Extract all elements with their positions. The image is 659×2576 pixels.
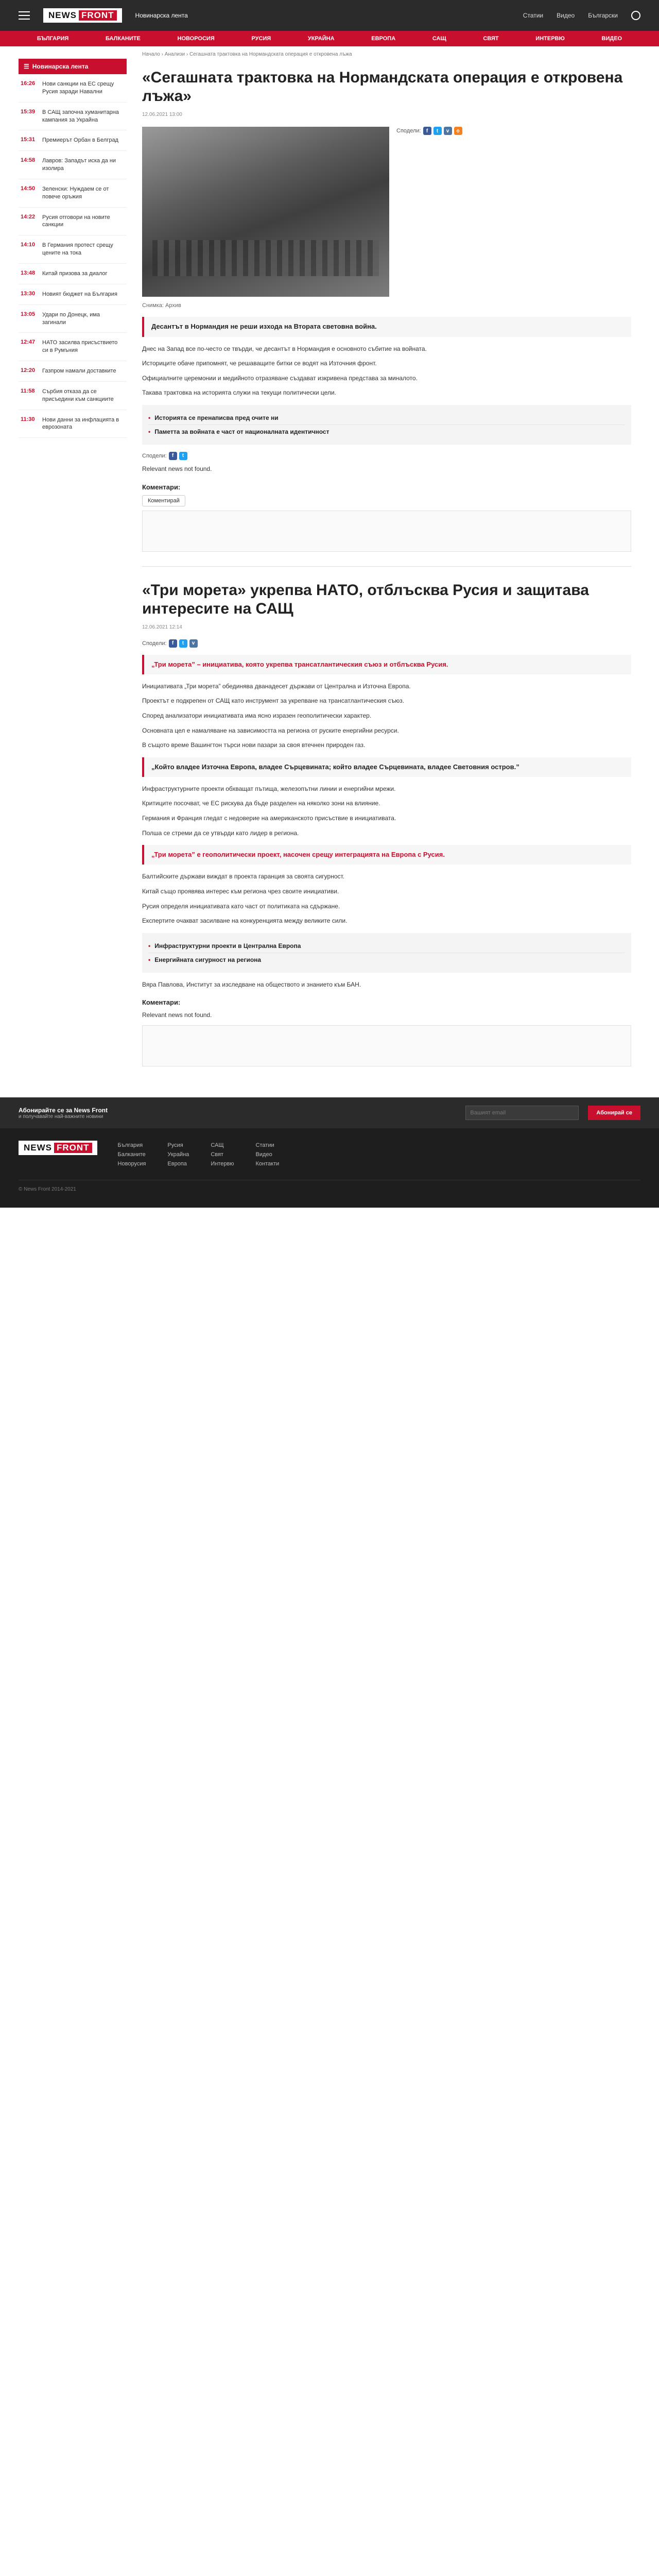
sidebar-news-text: Нови данни за инфлацията в еврозоната xyxy=(42,416,119,431)
language-select[interactable]: Български xyxy=(588,12,618,19)
footer-link[interactable]: Свят xyxy=(211,1151,223,1158)
sidebar-news-item[interactable] xyxy=(19,235,127,264)
facebook-icon[interactable]: f xyxy=(169,452,177,460)
footer-link[interactable]: Контакти xyxy=(255,1161,280,1167)
bullet-icon: • xyxy=(148,428,151,435)
relevant-news-empty: Relevant news not found. xyxy=(142,465,212,472)
sidebar-news-time: 11:58 xyxy=(21,387,35,394)
sidebar-news-item[interactable] xyxy=(19,74,127,103)
sidebar-title: Новинарска лента xyxy=(32,63,89,70)
bullet-icon: • xyxy=(148,956,151,963)
top-bar xyxy=(0,0,659,31)
footer-link[interactable]: Русия xyxy=(167,1142,183,1149)
related-title: Енергийната сигурност на региона xyxy=(154,956,262,963)
article-date: 12.06.2021 13:00 xyxy=(142,112,182,117)
subscribe-bar xyxy=(0,1097,659,1128)
site-logo[interactable] xyxy=(43,8,122,23)
related-title: Паметта за войната е част от националната идентичност xyxy=(154,428,330,435)
article-title-2: «Три морета» укрепва НАТО, отблъсква Русия и защитава интересите на САЩ xyxy=(142,581,589,617)
related-title: Инфраструктурни проекти в Централна Европа xyxy=(154,942,301,950)
sidebar-news-item[interactable] xyxy=(19,284,127,305)
paragraph: Експертите очакват засилване на конкуренцията между великите сили. xyxy=(142,917,348,925)
share-row-bottom xyxy=(142,452,631,460)
footer-column xyxy=(211,1141,234,1168)
twitter-icon[interactable]: t xyxy=(179,452,187,460)
sidebar-news-time: 15:39 xyxy=(21,108,36,115)
related-link[interactable] xyxy=(148,425,625,438)
paragraph: Полша се стреми да се утвърди като лидер в региона. xyxy=(142,829,299,837)
sidebar-news-item[interactable] xyxy=(19,333,127,361)
footer-link[interactable]: Украйна xyxy=(167,1151,189,1158)
articles-link[interactable]: Статии xyxy=(523,12,544,19)
article2-quote-2: „Три морета” е геополитически проект, насочен срещу интеграцията на Европа с Русия. xyxy=(142,845,631,865)
sidebar-news-text: НАТО засилва присъствието си в Румъния xyxy=(42,340,118,354)
search-icon[interactable] xyxy=(631,11,640,20)
subscribe-title: Абонирайте се за News Front xyxy=(19,1106,108,1114)
relevant-news-empty-2: Relevant news not found. xyxy=(142,1011,212,1019)
sidebar-news-item[interactable] xyxy=(19,382,127,410)
logo-text: NEWS xyxy=(48,10,77,20)
news-feed-sidebar xyxy=(19,46,127,1077)
related-articles xyxy=(142,405,631,445)
paragraph: Балтийските държави виждат в проекта гаранция за своята сигурност. xyxy=(142,873,345,880)
video-link[interactable]: Видео xyxy=(557,12,575,19)
share-label: Сподели: xyxy=(396,128,421,134)
nav-item-bulgaria[interactable]: БЪЛГАРИЯ xyxy=(37,36,69,42)
ok-icon[interactable]: o xyxy=(454,127,462,135)
article-quote: Десантът в Нормандия не реши изхода на Втората световна война. xyxy=(142,317,631,336)
share-row xyxy=(396,127,631,135)
sidebar-news-text: Лавров: Западът иска да ни изолира xyxy=(42,158,116,172)
facebook-icon[interactable]: f xyxy=(423,127,431,135)
sidebar-news-time: 16:26 xyxy=(21,80,36,87)
related-link[interactable] xyxy=(148,411,625,425)
paragraph: Такава трактовка на историята служи на текущи политически цели. xyxy=(142,389,336,397)
footer-columns xyxy=(118,1141,640,1168)
sidebar-news-item[interactable] xyxy=(19,179,127,208)
article-divider xyxy=(142,566,631,567)
vk-icon[interactable]: v xyxy=(189,639,198,648)
footer-link[interactable]: Интервю xyxy=(211,1161,234,1167)
footer-link[interactable]: САЩ xyxy=(211,1142,224,1149)
article-body xyxy=(142,344,631,398)
article2-lead-quote: „Три морета” – инициатива, която укрепва трансатлантическия съюз и отблъсква Русия. xyxy=(142,655,631,674)
paragraph: Основната цел е намаляване на зависимостта на региона от руските енергийни ресурси. xyxy=(142,726,399,734)
paragraph: Проектът е подкрепен от САЩ като инструмент за укрепване на трансатлантическия съюз. xyxy=(142,697,405,705)
footer xyxy=(0,1128,659,1208)
sidebar-news-item[interactable] xyxy=(19,264,127,284)
logo-accent: FRONT xyxy=(79,10,117,21)
article2-body-part2 xyxy=(142,784,631,838)
footer-link[interactable]: Европа xyxy=(167,1161,187,1167)
footer-logo-text: NEWS xyxy=(24,1143,52,1153)
paragraph: Днес на Запад все по-често се твърди, че десантът в Нормандия е основното събитие на войната. xyxy=(142,345,427,352)
article-date-2: 12.06.2021 12:14 xyxy=(142,624,182,630)
sidebar-news-text: В Германия протест срещу цените на тока xyxy=(42,242,113,257)
feed-icon: ☰ xyxy=(24,63,29,70)
paragraph: В същото време Вашингтон търси нови пазари за своя втечнен природен газ. xyxy=(142,741,366,749)
bullet-icon: • xyxy=(148,942,151,950)
main-nav xyxy=(0,31,659,46)
nav-item-russia[interactable]: РУСИЯ xyxy=(251,36,271,42)
nav-item-balkans[interactable]: БАЛКАНИТЕ xyxy=(105,36,141,42)
sidebar-news-time: 13:30 xyxy=(21,290,36,297)
sidebar-list xyxy=(19,74,127,438)
sidebar-news-item[interactable] xyxy=(19,130,127,151)
sidebar-news-time: 14:10 xyxy=(21,242,36,248)
twitter-icon[interactable]: t xyxy=(179,639,187,648)
related-articles-2 xyxy=(142,933,631,973)
footer-link[interactable]: България xyxy=(117,1142,143,1149)
paragraph: Критиците посочват, че ЕС рискува да бъде разделен на няколко зони на влияние. xyxy=(142,800,380,807)
sidebar-news-text: В САЩ започна хуманитарна кампания за Украйна xyxy=(42,109,119,123)
facebook-icon[interactable]: f xyxy=(169,639,177,648)
footer-link[interactable]: Балканите xyxy=(117,1151,146,1158)
bullet-icon: • xyxy=(148,414,151,421)
comment-box-2[interactable] xyxy=(142,1025,631,1066)
paragraph: Инициативата „Три морета” обединява дванадесет държави от Централна и Източна Европа. xyxy=(142,682,411,690)
comment-button[interactable]: Коментирай xyxy=(142,495,185,506)
feed-link[interactable]: Новинарска лента xyxy=(135,12,188,19)
share-label: Сподели: xyxy=(142,452,167,459)
sidebar-news-time: 11:30 xyxy=(21,416,35,422)
sidebar-news-time: 14:22 xyxy=(21,213,36,220)
sidebar-news-text: Новият бюджет на България xyxy=(42,291,117,297)
nav-item-europe[interactable]: ЕВРОПА xyxy=(371,36,396,42)
sidebar-news-text: Нови санкции на ЕС срещу Русия заради Навални xyxy=(42,81,114,95)
sidebar-news-time: 14:50 xyxy=(21,185,36,192)
article2-quote-1: „Който владее Източна Европа, владее Сърцевината; който владее Сърцевината, владее Световния остров.” xyxy=(142,757,631,777)
paragraph: Русия определя инициативата като част от политиката на сдържане. xyxy=(142,902,340,910)
breadcrumb[interactable]: Начало › Анализи › Сегашната трактовка на Нормандската операция е откровена лъжа xyxy=(142,52,352,57)
sidebar-news-text: Зеленски: Нуждаем се от повече оръжия xyxy=(42,185,109,200)
sidebar-news-text: Сърбия отказа да се присъедини към санкциите xyxy=(42,388,114,402)
footer-link[interactable]: Видео xyxy=(255,1151,272,1158)
sidebar-news-time: 12:47 xyxy=(21,339,36,346)
sidebar-news-text: Премиерът Орбан в Белград xyxy=(42,137,118,144)
sidebar-news-item[interactable] xyxy=(19,151,127,179)
author-note: Вяра Павлова, Институт за изследване на обществото и знанието към БАН. xyxy=(142,980,361,988)
sidebar-news-item[interactable] xyxy=(19,361,127,382)
paragraph: Инфраструктурните проекти обхващат пътища, железопътни линии и енергийни мрежи. xyxy=(142,785,396,792)
footer-link[interactable]: Новорусия xyxy=(117,1161,146,1167)
footer-column xyxy=(118,1141,146,1168)
sidebar-news-time: 14:58 xyxy=(21,157,36,164)
copyright: © News Front 2014-2021 xyxy=(19,1180,640,1192)
sidebar-news-time: 12:20 xyxy=(21,367,36,374)
sidebar-news-text: Русия отговори на новите санкции xyxy=(42,214,110,228)
nav-item-novorossia[interactable]: НОВОРОСИЯ xyxy=(177,36,215,42)
sidebar-news-time: 13:48 xyxy=(21,269,36,276)
vk-icon[interactable]: v xyxy=(444,127,452,135)
paragraph: Китай също проявява интерес към региона чрез своите инициативи. xyxy=(142,888,339,895)
sidebar-news-item[interactable] xyxy=(19,305,127,333)
article2-body-part1 xyxy=(142,682,631,750)
footer-column xyxy=(167,1141,189,1168)
nav-item-world[interactable]: СВЯТ xyxy=(483,36,499,42)
footer-column xyxy=(256,1141,280,1168)
related-link[interactable] xyxy=(148,953,625,967)
sidebar-news-time: 13:05 xyxy=(21,311,36,317)
footer-link[interactable]: Статии xyxy=(255,1142,274,1149)
subscribe-email-input[interactable] xyxy=(465,1106,579,1120)
twitter-icon[interactable]: t xyxy=(433,127,442,135)
main-content xyxy=(142,46,631,1077)
paragraph: Официалните церемонии и медийното отразяване създават изкривена представа за миналото. xyxy=(142,374,418,382)
nav-item-video[interactable]: ВИДЕО xyxy=(601,36,622,42)
sidebar-news-time: 15:31 xyxy=(21,137,36,143)
photo-caption: Снимка: Архив xyxy=(142,302,181,309)
nav-item-interview[interactable]: ИНТЕРВЮ xyxy=(535,36,565,42)
related-title: Историята се пренаписва пред очите ни xyxy=(154,414,279,421)
sidebar-news-text: Газпром намали доставките xyxy=(42,368,116,375)
paragraph: Историците обаче припомнят, че решаващите битки се водят на Източния фронт. xyxy=(142,360,377,367)
sidebar-news-item[interactable] xyxy=(19,103,127,131)
sidebar-news-text: Китай призова за диалог xyxy=(42,270,108,277)
sidebar-news-item[interactable] xyxy=(19,410,127,438)
subscribe-subtitle: и получавайте най-важните новини xyxy=(19,1113,103,1120)
paragraph: Германия и Франция гледат с недоверие на американското присъствие в инициативата. xyxy=(142,815,396,822)
comments-label-2: Коментари: xyxy=(142,998,181,1007)
share-label: Сподели: xyxy=(142,640,167,647)
article-title: «Сегашната трактовка на Нормандската операция е откровена лъжа» xyxy=(142,69,623,105)
related-link[interactable] xyxy=(148,939,625,953)
paragraph: Според анализатори инициативата има ясно изразен геополитически характер. xyxy=(142,711,372,719)
nav-item-usa[interactable]: САЩ xyxy=(432,36,446,42)
sidebar-news-item[interactable] xyxy=(19,208,127,236)
article2-body-part3 xyxy=(142,872,631,925)
lead-photo xyxy=(142,127,389,297)
comment-box[interactable] xyxy=(142,511,631,552)
subscribe-button[interactable]: Абонирай се xyxy=(588,1106,640,1120)
sidebar-header xyxy=(19,59,127,74)
menu-icon[interactable] xyxy=(19,11,30,20)
footer-logo-accent: FRONT xyxy=(54,1143,92,1153)
nav-item-ukraine[interactable]: УКРАЙНА xyxy=(307,36,335,42)
footer-logo[interactable] xyxy=(19,1141,97,1155)
comments-label: Коментари: xyxy=(142,483,181,491)
share-row-2 xyxy=(142,639,631,648)
sidebar-news-text: Удари по Донецк, има загинали xyxy=(42,311,100,326)
